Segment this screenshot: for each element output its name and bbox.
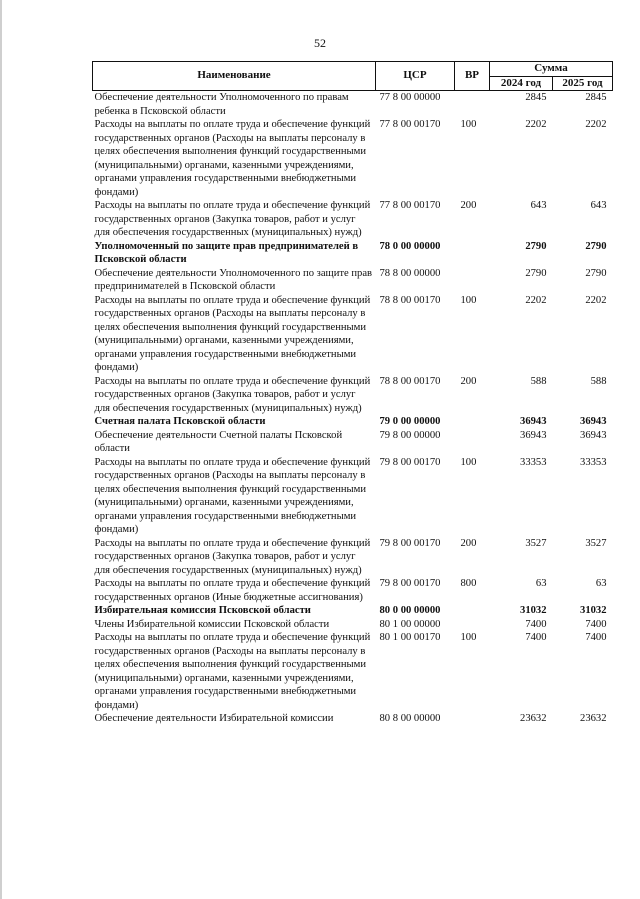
table-row xyxy=(93,267,613,294)
row-csr-code: 79 8 00 00000 xyxy=(379,429,441,441)
row-csr-code: 79 8 00 00170 xyxy=(379,578,441,589)
row-csr-code: 79 8 00 00170 xyxy=(379,537,441,549)
table-row xyxy=(93,294,613,375)
table-row xyxy=(93,577,613,604)
row-name: Расходы на выплаты по оплате труда и обеспечение функций государственных органов (Расходы на выплаты персоналу в целях обеспечения выполнения функций государственными (муниципальными) органами, казенными учреждениями, органами управления государственными внебюджетными фондами) xyxy=(94,119,371,198)
row-name: Расходы на выплаты по оплате труда и обеспечение функций государственных органов (Закупка товаров, работ и услуг для обеспечения государственных (муниципальных) нужд) xyxy=(94,375,371,414)
row-name: Члены Избирательной комиссии Псковской области xyxy=(94,618,330,630)
row-name: Расходы на выплаты по оплате труда и обеспечение функций государственных органов (Расходы на выплаты персоналу в целях обеспечения выполнения функций государственными (муниципальными) органами, казенными учреждениями, органами управления государственными внебюджетными фондами) xyxy=(94,632,371,711)
header-year-2025: 2025 год xyxy=(553,76,613,91)
row-vr-code: 200 xyxy=(460,200,477,211)
row-name: Расходы на выплаты по оплате труда и обеспечение функций государственных органов (Расходы на выплаты персоналу в целях обеспечения выполнения функций государственными (муниципальными) органами, казенными учреждениями, органами управления государственными внебюджетными фондами) xyxy=(94,456,371,535)
row-sum-2024: 7400 xyxy=(525,632,547,643)
row-sum-2024: 63 xyxy=(535,578,547,589)
row-name: Обеспечение деятельности Уполномоченного по правам ребенка в Псковской области xyxy=(94,92,349,117)
row-sum-2025: 36943 xyxy=(580,416,607,427)
row-csr-code: 78 0 00 00000 xyxy=(379,240,441,252)
table-row xyxy=(93,118,613,199)
row-name: Счетная палата Псковской области xyxy=(94,416,266,427)
row-sum-2024: 7400 xyxy=(525,618,547,630)
row-csr-code: 77 8 00 00000 xyxy=(379,92,441,103)
row-vr-code: 100 xyxy=(460,456,477,468)
row-vr-code: 200 xyxy=(460,537,477,549)
row-sum-2025: 33353 xyxy=(580,456,607,468)
row-sum-2024: 3527 xyxy=(525,537,547,549)
header-sum: Сумма xyxy=(490,62,613,77)
row-sum-2025: 63 xyxy=(595,578,607,589)
row-name: Обеспечение деятельности Избирательной комиссии xyxy=(94,713,334,724)
budget-table xyxy=(92,61,613,726)
table-row xyxy=(93,415,613,429)
table-header xyxy=(93,62,613,91)
row-csr-code: 78 8 00 00170 xyxy=(379,294,441,306)
scan-left-edge xyxy=(0,0,2,899)
table-row xyxy=(93,456,613,537)
row-sum-2024: 2845 xyxy=(525,92,547,103)
row-sum-2024: 36943 xyxy=(520,429,547,441)
row-vr-code: 800 xyxy=(460,578,477,589)
row-vr-code xyxy=(455,604,490,618)
row-csr-code: 77 8 00 00170 xyxy=(379,200,441,211)
row-sum-2025: 588 xyxy=(590,375,607,387)
row-csr-code: 80 0 00 00000 xyxy=(379,605,441,616)
row-name: Уполномоченный по защите прав предпринимателей в Псковской области xyxy=(94,240,359,265)
row-sum-2025: 36943 xyxy=(580,429,607,441)
row-vr-code xyxy=(455,712,490,726)
row-sum-2025: 2790 xyxy=(585,240,607,252)
row-vr-code xyxy=(455,91,490,119)
row-sum-2025: 2845 xyxy=(585,92,607,103)
table-row xyxy=(93,91,613,119)
row-csr-code: 79 0 00 00000 xyxy=(379,416,441,427)
page-number: 52 xyxy=(314,36,326,50)
row-name: Избирательная комиссия Псковской области xyxy=(94,605,311,616)
table-body xyxy=(93,91,613,726)
row-vr-code: 100 xyxy=(460,632,477,643)
row-sum-2025: 2790 xyxy=(585,267,607,279)
row-sum-2024: 31032 xyxy=(520,605,547,616)
row-sum-2025: 31032 xyxy=(580,605,607,616)
row-vr-code: 100 xyxy=(460,294,477,306)
row-name: Обеспечение деятельности Уполномоченного по защите прав предпринимателей в Псковской области xyxy=(94,267,373,292)
row-sum-2024: 2790 xyxy=(525,267,547,279)
header-year-2024: 2024 год xyxy=(490,76,553,91)
row-vr-code: 200 xyxy=(460,375,477,387)
row-sum-2024: 2202 xyxy=(525,119,547,130)
row-sum-2025: 2202 xyxy=(585,119,607,130)
row-vr-code xyxy=(455,429,490,456)
table-row xyxy=(93,240,613,267)
row-name: Расходы на выплаты по оплате труда и обеспечение функций государственных органов (Закупка товаров, работ и услуг для обеспечения государственных (муниципальных) нужд) xyxy=(94,200,371,238)
row-sum-2024: 588 xyxy=(530,375,547,387)
row-name: Расходы на выплаты по оплате труда и обеспечение функций государственных органов (Иные бюджетные ассигнования) xyxy=(94,578,371,603)
table-row xyxy=(93,199,613,240)
row-sum-2025: 23632 xyxy=(580,713,607,724)
row-sum-2024: 23632 xyxy=(520,713,547,724)
table-row xyxy=(93,631,613,712)
row-name: Обеспечение деятельности Счетной палаты Псковской области xyxy=(94,429,343,454)
row-sum-2024: 2790 xyxy=(525,240,547,252)
row-csr-code: 78 8 00 00000 xyxy=(379,267,441,279)
row-sum-2025: 7400 xyxy=(585,632,607,643)
header-name: Наименование xyxy=(93,62,376,91)
row-name: Расходы на выплаты по оплате труда и обеспечение функций государственных органов (Расходы на выплаты персоналу в целях обеспечения выполнения функций государственными (муниципальными) органами, казенными учреждениями, органами управления государственными внебюджетными фондами) xyxy=(94,294,371,373)
row-sum-2025: 2202 xyxy=(585,294,607,306)
header-vr: ВР xyxy=(455,62,490,91)
table-row xyxy=(93,537,613,578)
table-row xyxy=(93,604,613,618)
row-sum-2024: 33353 xyxy=(520,456,547,468)
row-csr-code: 80 8 00 00000 xyxy=(379,713,441,724)
table-row xyxy=(93,712,613,726)
row-sum-2025: 643 xyxy=(590,200,607,211)
row-vr-code xyxy=(455,267,490,294)
table-row xyxy=(93,429,613,456)
row-csr-code: 80 1 00 00000 xyxy=(379,618,441,630)
row-csr-code: 77 8 00 00170 xyxy=(379,119,441,130)
row-vr-code: 100 xyxy=(460,119,477,130)
row-vr-code xyxy=(455,618,490,632)
row-vr-code xyxy=(455,415,490,429)
row-sum-2024: 643 xyxy=(530,200,547,211)
row-name: Расходы на выплаты по оплате труда и обеспечение функций государственных органов (Закупка товаров, работ и услуг для обеспечения государственных (муниципальных) нужд) xyxy=(94,537,371,576)
table-row xyxy=(93,618,613,632)
table-row xyxy=(93,375,613,416)
row-sum-2025: 7400 xyxy=(585,618,607,630)
row-sum-2024: 36943 xyxy=(520,416,547,427)
row-sum-2025: 3527 xyxy=(585,537,607,549)
row-vr-code xyxy=(455,240,490,267)
row-csr-code: 80 1 00 00170 xyxy=(379,632,441,643)
row-sum-2024: 2202 xyxy=(525,294,547,306)
row-csr-code: 79 8 00 00170 xyxy=(379,456,441,468)
row-csr-code: 78 8 00 00170 xyxy=(379,375,441,387)
header-csr: ЦСР xyxy=(376,62,455,91)
